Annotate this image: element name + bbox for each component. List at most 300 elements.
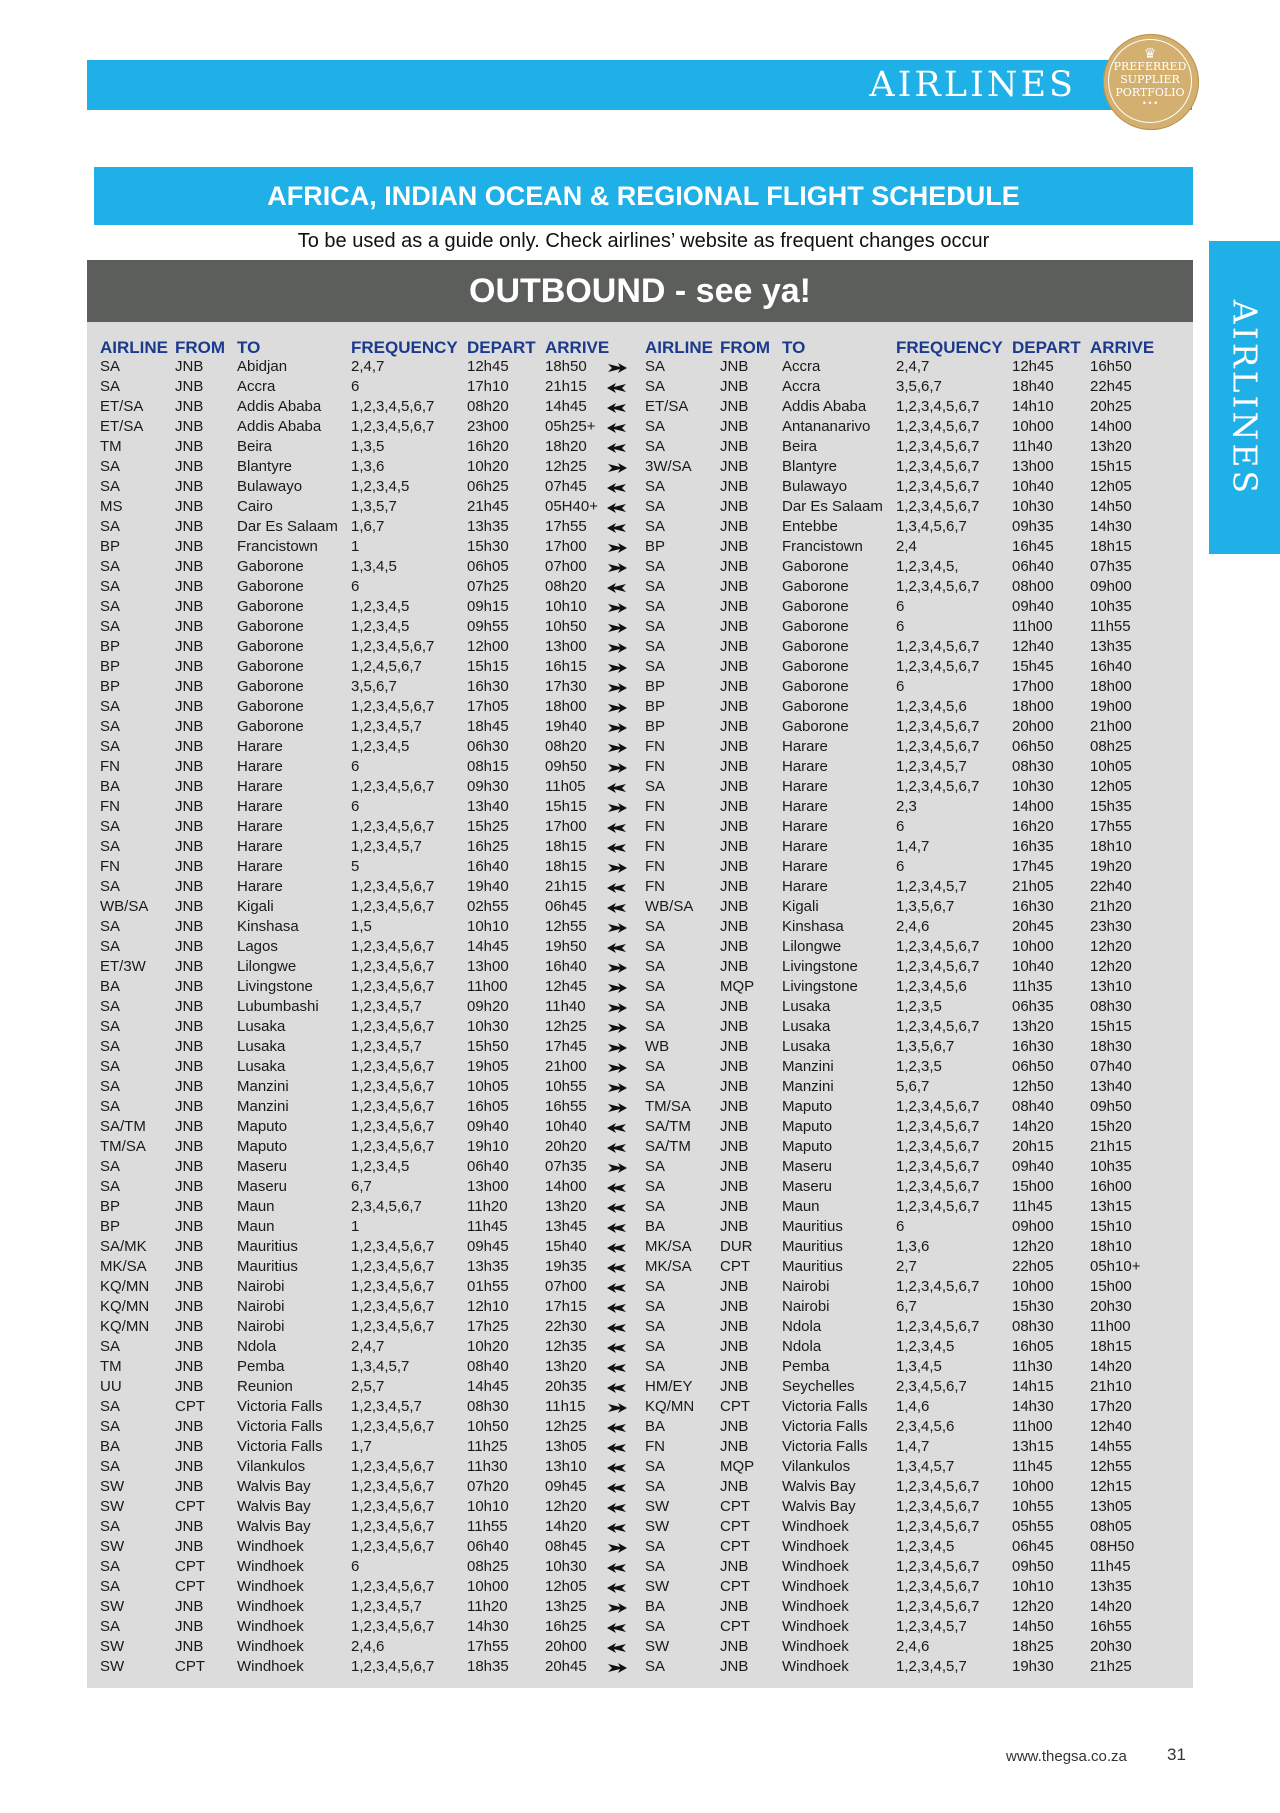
table-row (632, 1438, 1192, 1458)
depart-cell: 15h25 (467, 818, 509, 835)
to-cell: Windhoek (237, 1538, 304, 1555)
table-row (87, 358, 647, 378)
to-cell: Manzini (782, 1058, 834, 1075)
seal-line-1: PREFERRED (1113, 60, 1187, 73)
table-row (87, 1638, 647, 1658)
frequency-cell: 1,2,3,4,5,6,7 (351, 1498, 435, 1515)
frequency-cell: 1,2,3,4,5,6,7 (896, 638, 980, 655)
from-cell: JNB (175, 1018, 204, 1035)
frequency-cell: 1,2,3,4,5,6,7 (351, 978, 435, 995)
from-cell: JNB (175, 738, 204, 755)
to-cell: Bulawayo (237, 478, 303, 495)
depart-cell: 19h40 (467, 878, 509, 895)
arrive-cell: 17h55 (545, 518, 587, 535)
arrive-cell: 12h25 (545, 1018, 587, 1035)
arrive-cell: 10h50 (545, 618, 587, 635)
to-cell: Maputo (782, 1098, 833, 1115)
arrow-right-icon (606, 1061, 628, 1075)
depart-cell: 13h00 (1012, 458, 1054, 475)
frequency-cell: 1,2,3,4,5,6,7 (896, 1138, 980, 1155)
frequency-cell: 5 (351, 858, 360, 875)
to-cell: Lusaka (782, 1018, 831, 1035)
to-cell: Maseru (237, 1158, 288, 1175)
arrive-cell: 16h50 (1090, 358, 1132, 375)
to-cell: Harare (782, 798, 828, 815)
to-cell: Victoria Falls (237, 1418, 323, 1435)
frequency-cell: 1,2,3,4,5,6,7 (896, 458, 980, 475)
from-cell: JNB (720, 1198, 749, 1215)
arrow-left-icon (606, 1621, 628, 1635)
table-row (87, 738, 647, 758)
arrive-cell: 13h10 (1090, 978, 1132, 995)
arrive-cell: 08h20 (545, 738, 587, 755)
table-row (87, 878, 647, 898)
from-cell: JNB (175, 958, 204, 975)
arrive-cell: 17h00 (545, 538, 587, 555)
airline-cell: SA (100, 1518, 121, 1535)
depart-cell: 08h30 (1012, 1318, 1054, 1335)
from-cell: JNB (720, 618, 749, 635)
table-row (87, 1518, 647, 1538)
table-row (87, 458, 647, 478)
depart-cell: 10h20 (467, 1338, 509, 1355)
from-cell: JNB (175, 898, 204, 915)
depart-cell: 14h20 (1012, 1118, 1054, 1135)
table-row (87, 618, 647, 638)
arrow-left-icon (606, 1301, 628, 1315)
from-cell: CPT (175, 1578, 205, 1595)
to-cell: Nairobi (237, 1298, 285, 1315)
frequency-cell: 1,2,3,4,5,6,7 (896, 578, 980, 595)
frequency-cell: 1,2,3,4,5,7 (896, 1658, 967, 1675)
to-cell: Windhoek (237, 1598, 304, 1615)
to-cell: Windhoek (782, 1618, 849, 1635)
airline-cell: MK/SA (645, 1238, 692, 1255)
from-cell: JNB (175, 638, 204, 655)
from-cell: JNB (175, 918, 204, 935)
depart-cell: 08h20 (467, 398, 509, 415)
airline-cell: SA (100, 818, 121, 835)
from-cell: JNB (720, 998, 749, 1015)
table-row (87, 1058, 647, 1078)
table-row (632, 418, 1192, 438)
frequency-cell: 1,4,6 (896, 1398, 930, 1415)
depart-cell: 11h30 (467, 1458, 508, 1475)
table-row (87, 498, 647, 518)
frequency-cell: 1,2,3,4,5,6,7 (896, 1498, 980, 1515)
frequency-cell: 1,5 (351, 918, 372, 935)
from-cell: JNB (720, 838, 749, 855)
arrow-right-icon (606, 661, 628, 675)
to-cell: Lubumbashi (237, 998, 319, 1015)
frequency-cell: 1,2,3,4,5,6,7 (351, 398, 435, 415)
table-row (87, 578, 647, 598)
from-cell: JNB (720, 1298, 749, 1315)
side-tab[interactable] (1209, 241, 1280, 554)
arrive-cell: 12h20 (1090, 958, 1132, 975)
table-row (632, 718, 1192, 738)
table-row (87, 658, 647, 678)
table-row (87, 778, 647, 798)
table-row (87, 1078, 647, 1098)
to-cell: Accra (782, 358, 821, 375)
to-cell: Ndola (782, 1338, 822, 1355)
from-cell: JNB (175, 558, 204, 575)
arrive-cell: 16h15 (545, 658, 587, 675)
depart-header: DEPART (1012, 338, 1081, 357)
table-row (632, 1298, 1192, 1318)
from-cell: CPT (175, 1398, 205, 1415)
to-cell: Addis Ababa (782, 398, 867, 415)
airline-cell: SW (100, 1598, 125, 1615)
depart-cell: 16h25 (467, 838, 509, 855)
to-cell: Kigali (782, 898, 819, 915)
from-cell: JNB (175, 478, 204, 495)
to-cell: Abidjan (237, 358, 288, 375)
from-cell: JNB (720, 958, 749, 975)
to-cell: Harare (237, 818, 283, 835)
from-cell: JNB (720, 798, 749, 815)
airline-cell: SA (100, 598, 121, 615)
frequency-cell: 1,2,3,4,5 (351, 598, 410, 615)
arrow-right-icon (606, 461, 628, 475)
depart-cell: 19h30 (1012, 1658, 1054, 1675)
table-row (87, 598, 647, 618)
frequency-cell: 1,2,3,4,5,7 (896, 878, 967, 895)
arrive-cell: 09h00 (1090, 578, 1132, 595)
airline-cell: FN (100, 858, 120, 875)
airline-cell: UU (100, 1378, 122, 1395)
to-cell: Cairo (237, 498, 273, 515)
to-cell: Windhoek (782, 1538, 849, 1555)
arrive-cell: 20h45 (545, 1658, 587, 1675)
airline-cell: BP (645, 538, 666, 555)
to-cell: Victoria Falls (782, 1438, 868, 1455)
from-cell: CPT (720, 1518, 750, 1535)
arrive-cell: 18h15 (1090, 1338, 1132, 1355)
depart-cell: 13h00 (467, 1178, 509, 1195)
depart-cell: 15h30 (1012, 1298, 1054, 1315)
footer-url[interactable]: www.thegsa.co.za (1006, 1748, 1127, 1765)
from-cell: JNB (175, 1118, 204, 1135)
arrive-cell: 18h15 (545, 858, 587, 875)
frequency-cell: 5,6,7 (896, 1078, 930, 1095)
airline-cell: SA (100, 618, 121, 635)
arrow-left-icon (606, 1501, 628, 1515)
to-cell: Windhoek (782, 1598, 849, 1615)
from-cell: JNB (175, 538, 204, 555)
airline-cell: SA (645, 1478, 666, 1495)
from-cell: JNB (175, 1318, 204, 1335)
frequency-cell: 1,2,3,4,5,7 (351, 1398, 422, 1415)
depart-cell: 19h10 (467, 1138, 509, 1155)
to-cell: Francistown (782, 538, 863, 555)
airline-cell: BA (645, 1218, 666, 1235)
to-cell: Walvis Bay (782, 1498, 856, 1515)
from-cell: JNB (720, 1418, 749, 1435)
depart-cell: 18h00 (1012, 698, 1054, 715)
depart-cell: 16h45 (1012, 538, 1054, 555)
depart-cell: 06h30 (467, 738, 509, 755)
to-cell: Harare (237, 838, 283, 855)
arrive-cell: 16h00 (1090, 1178, 1132, 1195)
table-row (632, 1238, 1192, 1258)
arrive-cell: 21h15 (545, 378, 587, 395)
airline-cell: SA (100, 718, 121, 735)
frequency-cell: 2,4,7 (351, 358, 385, 375)
frequency-cell: 1,2,3,4,5,6,7 (351, 818, 435, 835)
depart-cell: 14h30 (1012, 1398, 1054, 1415)
arrive-cell: 15h20 (1090, 1118, 1132, 1135)
from-cell: JNB (175, 778, 204, 795)
table-row (632, 1398, 1192, 1418)
to-cell: Gaborone (237, 678, 304, 695)
depart-cell: 08h30 (1012, 758, 1054, 775)
table-row (632, 698, 1192, 718)
arrive-cell: 05H40+ (545, 498, 598, 515)
arrive-cell: 12h55 (545, 918, 587, 935)
arrive-cell: 16h40 (545, 958, 587, 975)
airline-cell: SA (645, 438, 666, 455)
from-cell: JNB (175, 598, 204, 615)
airline-cell: SA (645, 1018, 666, 1035)
to-cell: Maputo (237, 1138, 288, 1155)
table-row (87, 1178, 647, 1198)
arrive-cell: 12h40 (1090, 1418, 1132, 1435)
from-cell: JNB (175, 878, 204, 895)
depart-cell: 07h20 (467, 1478, 509, 1495)
depart-cell: 06h45 (1012, 1538, 1054, 1555)
from-cell: JNB (720, 1598, 749, 1615)
airline-cell: SA/MK (100, 1238, 147, 1255)
frequency-cell: 1,2,3,4,5,6,7 (896, 418, 980, 435)
to-cell: Kinshasa (237, 918, 299, 935)
from-cell: JNB (175, 498, 204, 515)
table-row (632, 1218, 1192, 1238)
airline-cell: TM (100, 1358, 122, 1375)
airline-cell: SA (645, 618, 666, 635)
to-cell: Mauritius (237, 1258, 298, 1275)
to-cell: Reunion (237, 1378, 293, 1395)
table-row (87, 638, 647, 658)
airline-cell: KQ/MN (645, 1398, 695, 1415)
arrive-cell: 14h50 (1090, 498, 1132, 515)
frequency-cell: 1,2,3,4,5,7 (351, 718, 422, 735)
table-row (87, 1198, 647, 1218)
arrow-left-icon (606, 1201, 628, 1215)
table-row (87, 1238, 647, 1258)
airline-cell: SW (645, 1638, 670, 1655)
to-cell: Maputo (782, 1118, 833, 1135)
from-cell: JNB (720, 1638, 749, 1655)
from-cell: CPT (175, 1658, 205, 1675)
arrive-cell: 07h35 (1090, 558, 1132, 575)
arrive-cell: 16h40 (1090, 658, 1132, 675)
depart-cell: 10h40 (1012, 958, 1054, 975)
from-cell: JNB (720, 418, 749, 435)
from-cell: JNB (720, 1438, 749, 1455)
depart-cell: 15h50 (467, 1038, 509, 1055)
arrow-left-icon (606, 581, 628, 595)
arrive-cell: 09h45 (545, 1478, 587, 1495)
airline-cell: SA (100, 1398, 121, 1415)
frequency-cell: 6 (351, 1558, 360, 1575)
to-cell: Lusaka (237, 1058, 286, 1075)
frequency-cell: 1,2,3,4,5,6,7 (896, 1558, 980, 1575)
airline-cell: KQ/MN (100, 1298, 150, 1315)
depart-cell: 10h30 (1012, 498, 1054, 515)
frequency-cell: 1,2,3,4,5,6,7 (351, 1018, 435, 1035)
arrow-left-icon (606, 401, 628, 415)
from-cell: JNB (720, 678, 749, 695)
from-cell: JNB (720, 1338, 749, 1355)
from-cell: JNB (175, 718, 204, 735)
depart-cell: 14h15 (1012, 1378, 1054, 1395)
from-cell: JNB (720, 1138, 749, 1155)
arrive-cell: 11h05 (545, 778, 586, 795)
table-row (632, 918, 1192, 938)
to-cell: Windhoek (237, 1638, 304, 1655)
to-cell: Gaborone (237, 558, 304, 575)
to-cell: Windhoek (782, 1518, 849, 1535)
arrive-header: ARRIVE (1090, 338, 1155, 357)
arrow-right-icon (606, 641, 628, 655)
from-cell: JNB (175, 1218, 204, 1235)
airline-cell: SA (100, 518, 121, 535)
airline-cell: SA (645, 498, 666, 515)
to-cell: Harare (782, 778, 828, 795)
arrive-cell: 22h30 (545, 1318, 587, 1335)
airline-cell: BA (100, 778, 121, 795)
table-row (632, 838, 1192, 858)
arrive-cell: 12h25 (545, 458, 587, 475)
arrive-cell: 15h15 (1090, 1018, 1132, 1035)
frequency-cell: 1,2,3,4,5,6,7 (351, 698, 435, 715)
to-cell: Gaborone (782, 558, 849, 575)
from-cell: JNB (175, 1158, 204, 1175)
frequency-cell: 1,2,3,4,5,6,7 (896, 658, 980, 675)
table-row (632, 538, 1192, 558)
from-cell: MQP (720, 1458, 755, 1475)
airline-header: AIRLINE (645, 338, 713, 357)
frequency-cell: 2,3,4,5,6,7 (896, 1378, 967, 1395)
from-cell: JNB (175, 1438, 204, 1455)
airline-cell: MK/SA (645, 1258, 692, 1275)
table-row (87, 1398, 647, 1418)
from-cell: JNB (175, 798, 204, 815)
airline-cell: KQ/MN (100, 1278, 150, 1295)
airline-cell: SW (100, 1538, 125, 1555)
airline-cell: SA (645, 598, 666, 615)
depart-cell: 09h30 (467, 778, 509, 795)
to-cell: Walvis Bay (782, 1478, 856, 1495)
arrive-cell: 17h30 (545, 678, 587, 695)
arrive-cell: 13h45 (545, 1218, 587, 1235)
depart-cell: 22h05 (1012, 1258, 1054, 1275)
airline-cell: BP (100, 538, 121, 555)
depart-cell: 09h35 (1012, 518, 1054, 535)
to-cell: Victoria Falls (237, 1398, 323, 1415)
schedule-title: AFRICA, INDIAN OCEAN & REGIONAL FLIGHT SCHEDULE (94, 167, 1193, 225)
from-cell: JNB (175, 1418, 204, 1435)
from-cell: JNB (175, 418, 204, 435)
frequency-cell: 1,2,3,4,5,6,7 (351, 1298, 435, 1315)
depart-cell: 18h45 (467, 718, 509, 735)
frequency-cell: 1,2,3,4,5,6,7 (351, 1538, 435, 1555)
from-cell: JNB (720, 738, 749, 755)
to-cell: Mauritius (782, 1238, 843, 1255)
to-cell: Antananarivo (782, 418, 871, 435)
from-cell: JNB (720, 558, 749, 575)
from-cell: JNB (175, 818, 204, 835)
airline-cell: SW (645, 1518, 670, 1535)
frequency-cell: 1,2,3,4,5,6,7 (351, 1118, 435, 1135)
airline-cell: MK/SA (100, 1258, 147, 1275)
from-cell: JNB (720, 1558, 749, 1575)
to-cell: Maun (237, 1218, 275, 1235)
arrive-cell: 14h00 (1090, 418, 1132, 435)
depart-cell: 10h00 (467, 1578, 509, 1595)
frequency-cell: 6 (351, 378, 360, 395)
arrow-left-icon (606, 1561, 628, 1575)
from-cell: JNB (720, 818, 749, 835)
arrive-cell: 05h25+ (545, 418, 596, 435)
from-cell: JNB (720, 538, 749, 555)
arrive-cell: 12h45 (545, 978, 587, 995)
to-cell: Gaborone (782, 658, 849, 675)
frequency-cell: 1,2,3,4,5,6,7 (896, 1158, 980, 1175)
to-cell: Harare (782, 738, 828, 755)
from-cell: JNB (720, 478, 749, 495)
frequency-cell: 1,2,3,4,5,6,7 (351, 638, 435, 655)
arrow-right-icon (606, 861, 628, 875)
from-cell: JNB (720, 1358, 749, 1375)
table-row (87, 1138, 647, 1158)
frequency-cell: 1,2,3,4,5,7 (351, 1038, 422, 1055)
from-cell: JNB (720, 778, 749, 795)
airline-cell: SW (100, 1498, 125, 1515)
from-cell: JNB (175, 1278, 204, 1295)
airline-cell: SA (645, 578, 666, 595)
to-cell: Harare (237, 878, 283, 895)
airline-cell: TM/SA (645, 1098, 691, 1115)
frequency-cell: 1,2,3,4,5,6,7 (351, 1138, 435, 1155)
direction-title: OUTBOUND - see ya! (87, 260, 1193, 322)
arrive-cell: 09h50 (1090, 1098, 1132, 1115)
table-row (632, 1058, 1192, 1078)
arrow-right-icon (606, 1041, 628, 1055)
to-cell: Harare (782, 858, 828, 875)
airline-cell: SA (100, 1058, 121, 1075)
table-row (632, 878, 1192, 898)
table-row (87, 398, 647, 418)
arrow-right-icon (606, 1161, 628, 1175)
arrow-right-icon (606, 1661, 628, 1675)
to-cell: Gaborone (237, 578, 304, 595)
table-row (87, 1418, 647, 1438)
table-row (87, 1038, 647, 1058)
arrive-cell: 18h10 (1090, 838, 1132, 855)
depart-cell: 09h55 (467, 618, 509, 635)
table-row (632, 1638, 1192, 1658)
depart-cell: 13h15 (1012, 1438, 1054, 1455)
frequency-header: FREQUENCY (896, 338, 1003, 357)
airline-cell: SA (645, 558, 666, 575)
frequency-cell: 1,2,3,4,5,6,7 (351, 958, 435, 975)
arrive-cell: 11h00 (1090, 1318, 1131, 1335)
depart-cell: 12h00 (467, 638, 509, 655)
depart-cell: 14h45 (467, 1378, 509, 1395)
